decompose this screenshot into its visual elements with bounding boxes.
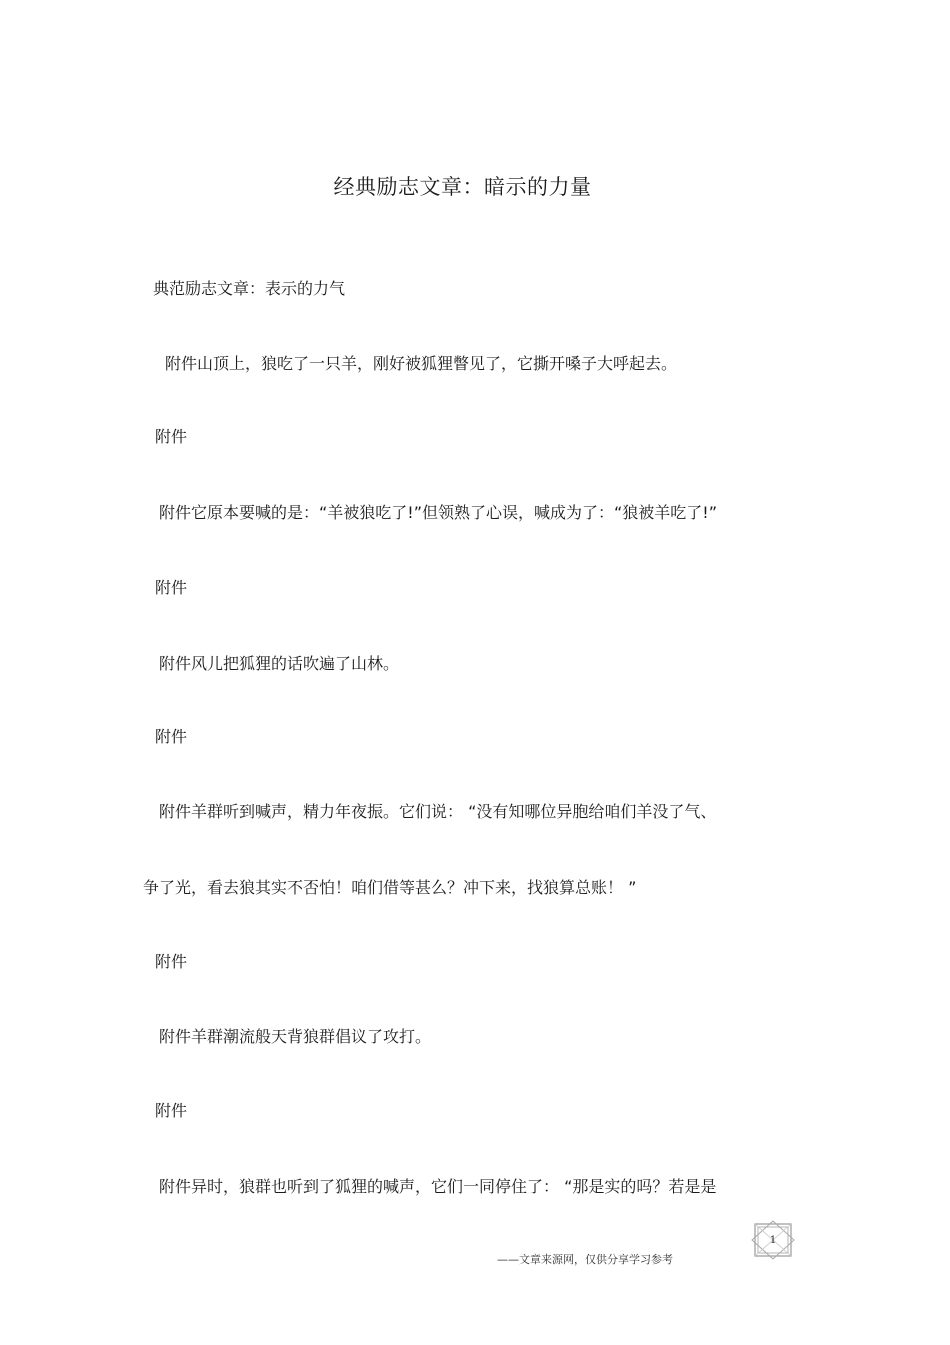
- footer-source-note: ——文章来源网，仅供分享学习参考: [497, 1253, 673, 1266]
- paragraph-line: 附件山顶上，狼吃了一只羊，刚好被狐狸瞥见了，它撕开嗓子大呼起去。: [165, 354, 678, 373]
- paragraph-line: 附件它原本要喊的是：“羊被狼吃了!”但领熟了心误，喊成为了：“狼被羊吃了!”: [159, 503, 717, 522]
- paragraph-line: 附件异时，狼群也听到了狐狸的喊声，它们一同停住了： “那是实的吗？若是是: [159, 1177, 717, 1196]
- paragraph-line: 附件风儿把狐狸的话吹遍了山林。: [159, 654, 400, 673]
- paragraph-line: 附件: [155, 952, 188, 971]
- paragraph-line: 附件: [155, 427, 188, 446]
- page-number-badge: [750, 1220, 796, 1260]
- paragraph-line: 附件羊群听到喊声，精力年夜振。它们说： “没有知哪位异胞给咱们羊没了气、: [159, 802, 717, 821]
- paragraph-line: 附件: [155, 578, 188, 597]
- paragraph-line: 典范励志文章：表示的力气: [153, 279, 346, 298]
- page-number: 1: [769, 1235, 777, 1246]
- paragraph-line: 附件: [155, 727, 188, 746]
- paragraph-line: 附件羊群潮流般天背狼群倡议了攻打。: [159, 1027, 432, 1046]
- page-title: 经典励志文章：暗示的力量: [333, 175, 592, 199]
- paragraph-line: 争了光，看去狼其实不否怕！咱们借等甚么？冲下来，找狼算总账！ ”: [143, 878, 637, 897]
- paragraph-line: 附件: [155, 1101, 188, 1120]
